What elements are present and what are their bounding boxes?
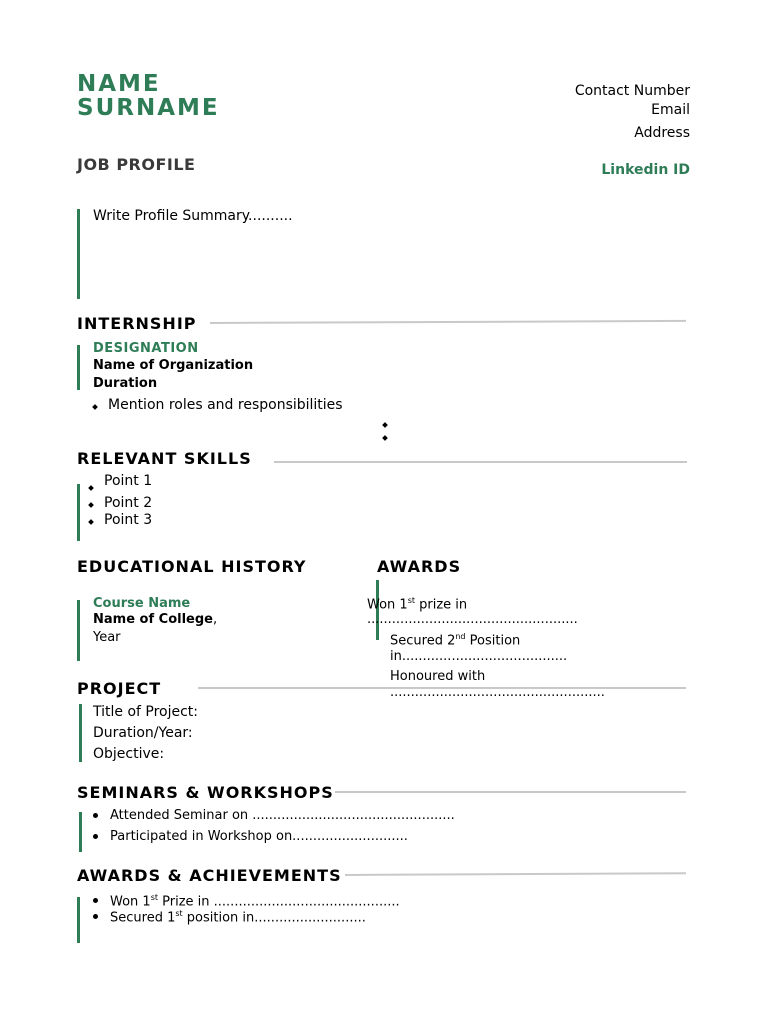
seminar-item: Attended Seminar on ................................................. bbox=[110, 808, 455, 823]
skills-heading: RELEVANT SKILLS bbox=[77, 449, 252, 468]
address: Address bbox=[634, 125, 690, 141]
education-college: Name of College bbox=[93, 612, 213, 627]
seminars-heading: SEMINARS & WORKSHOPS bbox=[77, 783, 334, 802]
internship-organization: Name of Organization bbox=[93, 358, 254, 373]
award-2: Secured 2nd Position bbox=[390, 632, 521, 649]
name-surname-line: SURNAME bbox=[77, 95, 220, 121]
internship-designation: DESIGNATION bbox=[93, 341, 199, 356]
education-heading: EDUCATIONAL HISTORY bbox=[77, 557, 307, 576]
achievements-rule bbox=[345, 872, 686, 876]
award-1: Won 1st prize in bbox=[367, 596, 468, 613]
project-heading: PROJECT bbox=[77, 679, 162, 698]
award-3-dots: .................................................... bbox=[390, 685, 605, 700]
internship-heading: INTERNSHIP bbox=[77, 314, 197, 333]
internship-duration: Duration bbox=[93, 376, 158, 391]
award-2-dots: in........................................ bbox=[390, 649, 568, 664]
name-first-line: NAME bbox=[77, 71, 161, 97]
achievement-item: Secured 1st position in........................... bbox=[110, 909, 366, 926]
bullet-icon bbox=[88, 502, 94, 508]
achievements-accent-bar bbox=[77, 897, 80, 943]
profile-accent-bar bbox=[77, 209, 80, 299]
education-college-comma: , bbox=[212, 612, 218, 627]
email: Email bbox=[651, 102, 690, 118]
seminars-rule bbox=[335, 791, 686, 793]
bullet-icon bbox=[382, 435, 388, 441]
education-college-line bbox=[93, 612, 217, 627]
achievement-item: Won 1st Prize in ............................................. bbox=[110, 893, 400, 910]
workshop-item: Participated in Workshop on............................ bbox=[110, 829, 408, 844]
award-1-dots: ................................................... bbox=[367, 612, 578, 627]
bullet-icon bbox=[93, 898, 98, 903]
skills-accent-bar bbox=[77, 484, 80, 541]
bullet-icon bbox=[88, 519, 94, 525]
bullet-icon bbox=[93, 834, 98, 839]
bullet-icon bbox=[88, 485, 94, 491]
bullet-icon bbox=[382, 422, 388, 428]
bullet-icon bbox=[93, 914, 98, 919]
bullet-icon bbox=[92, 404, 98, 410]
achievements-heading: AWARDS & ACHIEVEMENTS bbox=[77, 866, 342, 885]
internship-rule bbox=[210, 320, 686, 324]
project-objective: Objective: bbox=[93, 746, 165, 762]
job-profile-title: JOB PROFILE bbox=[77, 155, 196, 174]
awards-heading: AWARDS bbox=[377, 557, 462, 576]
bullet-icon bbox=[93, 813, 98, 818]
profile-summary: Write Profile Summary.......... bbox=[93, 208, 293, 224]
education-accent-bar bbox=[77, 600, 80, 661]
contact-number: Contact Number bbox=[574, 83, 690, 99]
skill-item: Point 2 bbox=[104, 495, 153, 511]
project-accent-bar bbox=[79, 704, 82, 762]
internship-accent-bar bbox=[77, 345, 80, 390]
award-3: Honoured with bbox=[390, 669, 486, 684]
internship-roles: Mention roles and responsibilities bbox=[108, 397, 343, 413]
linkedin-id: Linkedin ID bbox=[601, 162, 690, 178]
education-year: Year bbox=[93, 630, 121, 645]
skill-item: Point 1 bbox=[104, 473, 153, 489]
skill-item: Point 3 bbox=[104, 512, 153, 528]
project-title: Title of Project: bbox=[93, 704, 199, 720]
seminars-accent-bar bbox=[79, 812, 82, 852]
education-course: Course Name bbox=[93, 596, 191, 611]
project-duration: Duration/Year: bbox=[93, 725, 193, 741]
project-rule bbox=[198, 687, 686, 689]
skills-rule bbox=[274, 461, 687, 463]
